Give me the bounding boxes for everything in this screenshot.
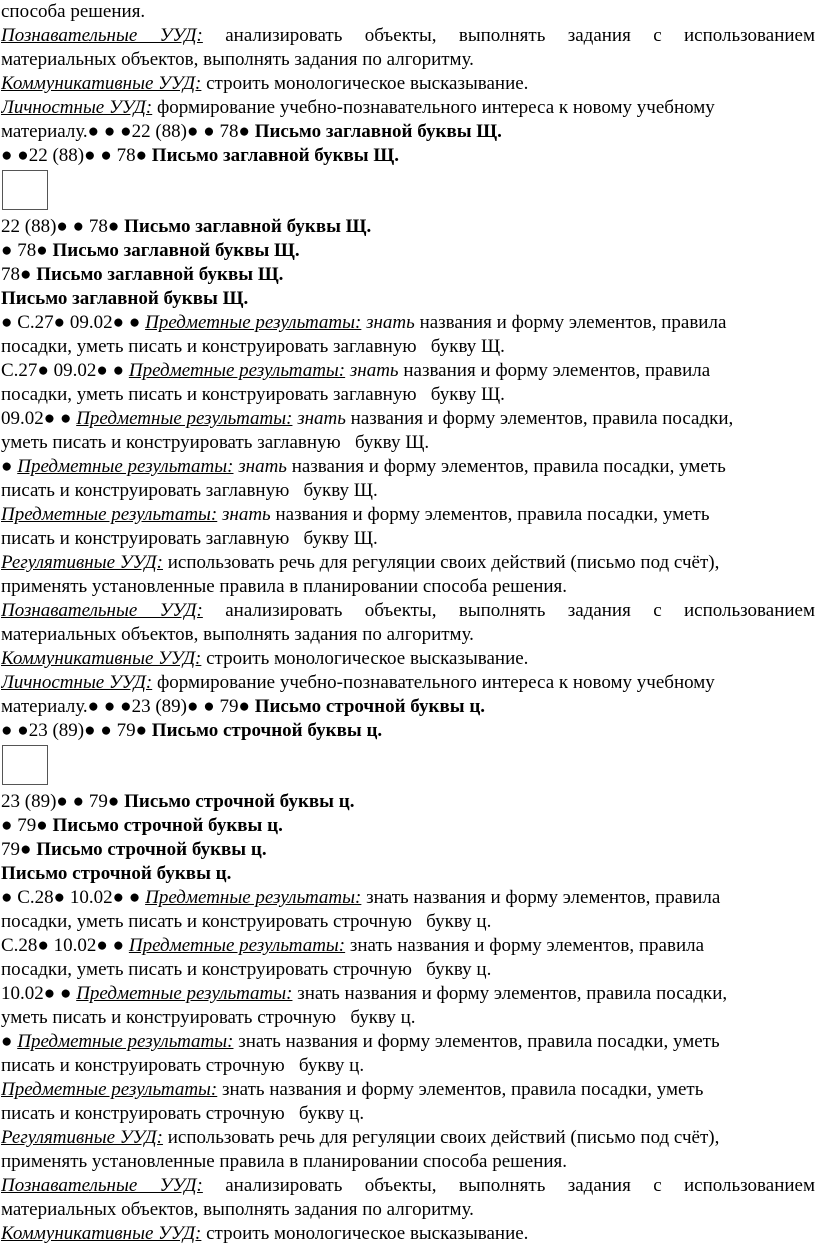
hours-number: 79 — [88, 791, 108, 812]
text-run: знать названия и форму элементов, правила посадки, уметь — [217, 1079, 704, 1100]
hours-number: 78 — [1, 264, 20, 285]
section-label: Коммуникативные УУД: — [1, 73, 202, 94]
text-line — [1, 575, 815, 599]
section-label: Регулятивные УУД: — [1, 1127, 163, 1148]
text-line — [1, 1222, 815, 1246]
lesson-number: 22 (88) — [131, 121, 188, 142]
section-label: Личностные УУД: — [1, 97, 153, 118]
text-line — [1, 695, 815, 719]
bullet-marks: ● — [1, 240, 18, 261]
text-run: материальных объектов, выполнять задания по алгоритму. — [1, 1199, 474, 1220]
page-ref: С.28 — [1, 935, 38, 956]
text-run: анализировать объекты, выполнять задания с использованием — [202, 25, 815, 46]
hours-number: 79 — [17, 815, 37, 836]
text-line — [1, 599, 815, 623]
text-line — [1, 838, 815, 862]
text-line — [1, 1150, 815, 1174]
bullet-marks: ● — [107, 216, 125, 237]
text-run: анализировать объекты, выполнять задания с использованием — [202, 1175, 815, 1196]
bullet-marks: ● ● — [1, 720, 29, 741]
text-line — [1, 647, 815, 671]
lesson-title: Письмо заглавной буквы Щ. — [254, 121, 502, 142]
text-run: знать названия и форму элементов, правила — [361, 887, 721, 908]
lesson-title: Письмо заглавной буквы Щ. — [52, 240, 300, 261]
emphasis: знать — [366, 312, 415, 333]
hours-number: 78 — [88, 216, 108, 237]
section-label: Предметные результаты: — [145, 312, 362, 333]
text-line — [1, 24, 815, 48]
text-line — [1, 982, 815, 1006]
text-line — [1, 407, 815, 431]
text-line — [1, 311, 815, 335]
section-label: Предметные результаты: — [1, 504, 218, 525]
text-run: материалу. — [1, 121, 88, 142]
section-label: Коммуникативные УУД: — [1, 1223, 202, 1244]
text-line — [1, 671, 815, 695]
text-run: материалу. — [1, 696, 88, 717]
text-line — [1, 1126, 815, 1150]
page-ref: ● С.28 — [1, 887, 54, 908]
lesson-date: 10.02 — [69, 887, 113, 908]
text-line — [1, 239, 815, 263]
bullet-marks: ● — [20, 264, 37, 285]
lesson-date: 10.02 — [53, 935, 97, 956]
lesson-date: 09.02 — [69, 312, 113, 333]
text-run: посадки, уметь писать и конструировать заглавную букву Щ. — [1, 336, 505, 357]
text-line — [1, 1006, 815, 1030]
text-line — [1, 144, 815, 168]
lesson-title: Письмо заглавной буквы Щ. — [151, 145, 399, 166]
section-label: Предметные результаты: — [17, 456, 234, 477]
bullet-marks: ● — [1, 815, 18, 836]
bullet-marks: ● ● — [96, 935, 129, 956]
bullet-marks: ● — [1, 456, 18, 477]
bullet-marks: ● ● — [84, 145, 117, 166]
page-ref: ● С.27 — [1, 312, 54, 333]
text-run: способа решения. — [1, 1, 146, 22]
lesson-date: 09.02 — [53, 360, 97, 381]
lesson-number: 22 (88) — [28, 145, 85, 166]
text-run: использовать речь для регуляции своих действий (письмо под счёт), — [162, 552, 720, 573]
text-run: названия и форму элементов, правила — [414, 312, 727, 333]
text-line — [1, 1030, 815, 1054]
text-line — [1, 1054, 815, 1078]
lesson-title: Письмо заглавной буквы Щ. — [36, 264, 284, 285]
hours-number: 79 — [116, 720, 136, 741]
text-run: использовать речь для регуляции своих действий (письмо под счёт), — [162, 1127, 720, 1148]
bullet-marks: ● — [1, 1031, 18, 1052]
text-line — [1, 335, 815, 359]
text-line — [1, 0, 815, 24]
bullet-marks: ● — [238, 121, 255, 142]
lesson-number: 23 (89) — [131, 696, 188, 717]
text-run: знать названия и форму элементов, правила посадки, — [292, 983, 728, 1004]
text-run: посадки, уметь писать и конструировать строчную букву ц. — [1, 959, 492, 980]
bullet-marks: ● ● — [96, 360, 129, 381]
text-run: строить монологическое высказывание. — [201, 648, 529, 669]
bullet-marks: ● — [36, 815, 53, 836]
bullet-marks: ● ● — [187, 121, 220, 142]
bullet-marks: ● — [37, 360, 54, 381]
section-label: Предметные результаты: — [145, 887, 362, 908]
table-cell-box — [2, 745, 48, 785]
text-line — [1, 503, 815, 527]
section-label: Познавательные УУД: — [1, 1175, 203, 1196]
lesson-title: Письмо строчной буквы ц. — [52, 815, 283, 836]
bullet-marks: ● ● — [187, 696, 220, 717]
document-page — [1, 0, 815, 1246]
text-line — [1, 1198, 815, 1222]
bullet-marks: ● — [135, 145, 152, 166]
text-line — [1, 263, 815, 287]
section-label: Предметные результаты: — [128, 360, 346, 381]
text-line — [1, 958, 815, 982]
bullet-marks: ● — [53, 887, 70, 908]
bullet-marks: ● — [53, 312, 70, 333]
emphasis: знать — [349, 360, 399, 381]
text-run: названия и форму элементов, правила посадки, уметь — [286, 456, 726, 477]
section-label: Предметные результаты: — [76, 408, 293, 429]
text-run: применять установленные правила в планировании способа решения. — [1, 576, 568, 597]
lesson-title: Письмо строчной буквы ц. — [124, 791, 355, 812]
bullet-marks: ● ● — [84, 720, 117, 741]
lesson-title: Письмо строчной буквы ц. — [36, 839, 267, 860]
text-run: названия и форму элементов, правила посадки, — [345, 408, 734, 429]
bullet-marks: ● ● — [1, 145, 29, 166]
bullet-marks: ● — [37, 935, 54, 956]
text-line — [1, 814, 815, 838]
bullet-marks: ● — [20, 839, 37, 860]
text-run: знать названия и форму элементов, правила — [345, 935, 705, 956]
lesson-title: Письмо заглавной буквы Щ. — [124, 216, 372, 237]
text-run: материальных объектов, выполнять задания по алгоритму. — [1, 49, 474, 70]
text-line — [1, 719, 815, 743]
text-line — [1, 551, 815, 575]
text-run: названия и форму элементов, правила — [398, 360, 711, 381]
section-label: Познавательные УУД: — [1, 25, 203, 46]
text-line — [1, 1078, 815, 1102]
lesson-title: Письмо строчной буквы ц. — [254, 696, 486, 717]
text-line — [1, 886, 815, 910]
lesson-number: 23 (89) — [28, 720, 85, 741]
bullet-marks: ● — [135, 720, 152, 741]
hours-number: 78 — [116, 145, 136, 166]
hours-number: 79 — [1, 839, 20, 860]
bullet-marks: ● — [107, 791, 125, 812]
bullet-marks: ● — [238, 696, 255, 717]
section-label: Коммуникативные УУД: — [1, 648, 202, 669]
bullet-marks: ● ● — [112, 312, 146, 333]
text-run: писать и конструировать заглавную букву Щ. — [1, 480, 378, 501]
section-label: Познавательные УУД: — [1, 600, 203, 621]
text-line — [1, 383, 815, 407]
emphasis: знать — [222, 504, 271, 525]
text-run: уметь писать и конструировать заглавную букву Щ. — [1, 432, 430, 453]
section-label: Предметные результаты: — [1, 1079, 218, 1100]
lesson-date: 10.02 — [1, 983, 44, 1004]
hours-number: 78 — [17, 240, 37, 261]
text-run: писать и конструировать строчную букву ц. — [1, 1103, 365, 1124]
bullet-marks: ● ● ● — [87, 696, 132, 717]
bullet-marks: ● ● — [112, 887, 146, 908]
page-ref: С.27 — [1, 360, 38, 381]
lesson-title: Письмо заглавной буквы Щ. — [1, 288, 249, 309]
text-run: уметь писать и конструировать строчную букву ц. — [1, 1007, 416, 1028]
table-cell-box — [2, 170, 48, 210]
text-line — [1, 359, 815, 383]
text-run: названия и форму элементов, правила посадки, уметь — [270, 504, 710, 525]
text-line — [1, 431, 815, 455]
emphasis: знать — [297, 408, 346, 429]
lesson-title: Письмо строчной буквы ц. — [1, 863, 232, 884]
lesson-number: 23 (89) — [1, 791, 57, 812]
text-run: формирование учебно-познавательного интереса к новому учебному — [152, 97, 715, 118]
section-label: Предметные результаты: — [76, 983, 293, 1004]
lesson-title: Письмо строчной буквы ц. — [151, 720, 383, 741]
bullet-marks: ● ● ● — [87, 121, 132, 142]
text-line — [1, 1174, 815, 1198]
hours-number: 78 — [219, 121, 239, 142]
text-run: посадки, уметь писать и конструировать заглавную букву Щ. — [1, 384, 505, 405]
text-run: строить монологическое высказывание. — [201, 1223, 529, 1244]
text-line — [1, 934, 815, 958]
hours-number: 79 — [219, 696, 239, 717]
text-line — [1, 1102, 815, 1126]
emphasis: знать — [238, 456, 287, 477]
text-line — [1, 120, 815, 144]
text-line — [1, 790, 815, 814]
section-label: Личностные УУД: — [1, 672, 153, 693]
section-label: Предметные результаты: — [128, 935, 346, 956]
text-run: писать и конструировать заглавную букву Щ. — [1, 528, 378, 549]
lesson-number: 22 (88) — [1, 216, 57, 237]
text-run: строить монологическое высказывание. — [201, 73, 529, 94]
text-run: применять установленные правила в планировании способа решения. — [1, 1151, 568, 1172]
text-run: знать названия и форму элементов, правила посадки, уметь — [233, 1031, 720, 1052]
text-run: материальных объектов, выполнять задания по алгоритму. — [1, 624, 474, 645]
text-line — [1, 455, 815, 479]
text-line — [1, 910, 815, 934]
text-line — [1, 48, 815, 72]
text-line — [1, 215, 815, 239]
text-line — [1, 862, 815, 886]
text-line — [1, 287, 815, 311]
lesson-date: 09.02 — [1, 408, 44, 429]
text-run: формирование учебно-познавательного интереса к новому учебному — [152, 672, 715, 693]
bullet-marks: ● — [36, 240, 53, 261]
bullet-marks: ● ● — [56, 791, 89, 812]
text-run: посадки, уметь писать и конструировать строчную букву ц. — [1, 911, 492, 932]
text-run: писать и конструировать строчную букву ц. — [1, 1055, 365, 1076]
text-line — [1, 623, 815, 647]
text-line — [1, 96, 815, 120]
section-label: Регулятивные УУД: — [1, 552, 163, 573]
text-run: анализировать объекты, выполнять задания с использованием — [202, 600, 815, 621]
section-label: Предметные результаты: — [17, 1031, 234, 1052]
bullet-marks: ● ● — [43, 983, 77, 1004]
bullet-marks: ● ● — [56, 216, 89, 237]
text-line — [1, 72, 815, 96]
text-line — [1, 479, 815, 503]
text-line — [1, 527, 815, 551]
bullet-marks: ● ● — [43, 408, 77, 429]
